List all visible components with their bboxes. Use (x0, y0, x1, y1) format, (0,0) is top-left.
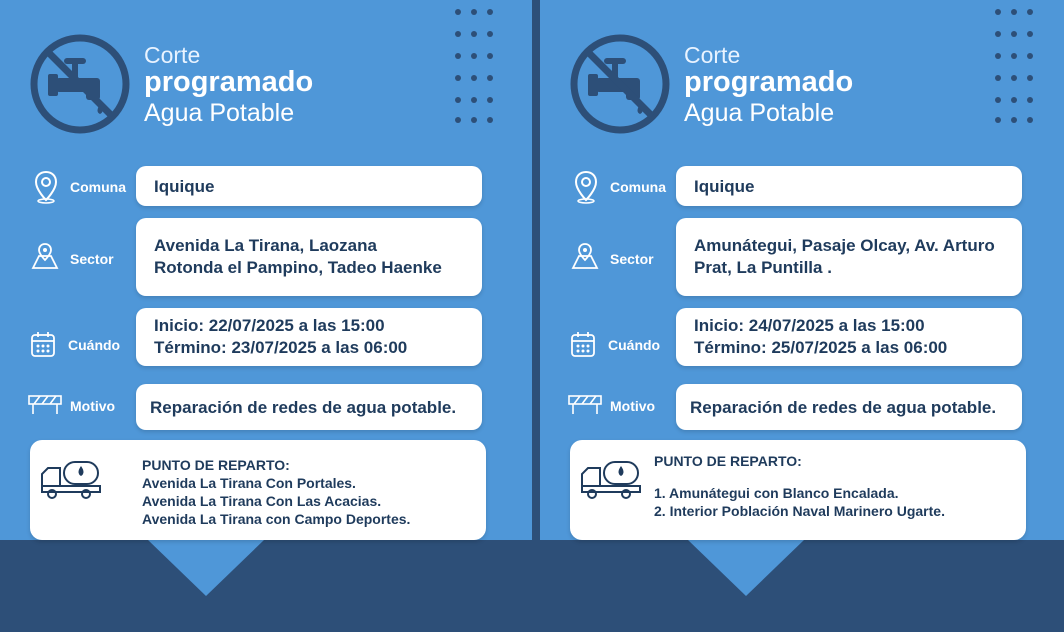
location-pin-icon (574, 170, 598, 204)
reparto-box (570, 440, 1026, 540)
reparto-heading: PUNTO DE REPARTO: (142, 457, 290, 473)
cuando-termino: Término: 25/07/2025 a las 06:00 (694, 338, 948, 357)
reparto-item: 1. Amunátegui con Blanco Encalada. (654, 485, 899, 501)
sector-line-2: Prat, La Puntilla . (694, 258, 832, 277)
sector-box (136, 218, 482, 296)
motivo-box (676, 384, 1022, 430)
cuando-box (676, 308, 1022, 366)
pointer-notch (148, 540, 264, 596)
map-icon (570, 242, 600, 272)
title-line-1: Corte (144, 42, 201, 68)
motivo-box (136, 384, 482, 430)
sector-label: Sector (70, 251, 114, 267)
motivo-label: Motivo (70, 398, 116, 414)
title-line-2: programado (684, 66, 854, 98)
cuando-inicio: Inicio: 22/07/2025 a las 15:00 (154, 316, 385, 335)
reparto-box (30, 440, 486, 540)
notice-panel-right (540, 0, 1064, 632)
bottom-band (0, 540, 532, 632)
motivo-value: Reparación de redes de agua potable. (150, 398, 457, 417)
reparto-heading: PUNTO DE REPARTO: (654, 453, 802, 469)
comuna-value: Iquique (154, 177, 215, 196)
calendar-icon (30, 330, 56, 358)
motivo-label: Motivo (610, 398, 656, 414)
pointer-notch (688, 540, 804, 596)
sector-line-1: Amunátegui, Pasaje Olcay, Av. Arturo (694, 236, 995, 255)
barrier-icon (568, 392, 602, 416)
cuando-label: Cuándo (608, 337, 661, 353)
cuando-box (136, 308, 482, 366)
comuna-label: Comuna (610, 179, 666, 195)
map-icon (30, 242, 60, 272)
cuando-termino: Término: 23/07/2025 a las 06:00 (154, 338, 408, 357)
reparto-item: Avenida La Tirana Con Portales. (142, 475, 356, 491)
cuando-inicio: Inicio: 24/07/2025 a las 15:00 (694, 316, 925, 335)
water-truck-icon (580, 458, 642, 500)
cuando-label: Cuándo (68, 337, 121, 353)
title-line-2: programado (144, 66, 314, 98)
comuna-value: Iquique (694, 177, 755, 196)
no-water-faucet-icon (28, 32, 132, 136)
title-line-3: Agua Potable (684, 99, 835, 127)
title-line-1: Corte (684, 42, 741, 68)
dot-pattern-icon (450, 4, 510, 124)
sector-line-2: Rotonda el Pampino, Tadeo Haenke (154, 258, 442, 277)
sector-label: Sector (610, 251, 654, 267)
reparto-item: Avenida La Tirana Con Las Acacias. (142, 493, 382, 509)
title-line-3: Agua Potable (144, 99, 295, 127)
sector-line-1: Avenida La Tirana, Laozana (154, 236, 377, 255)
dot-pattern-icon (990, 4, 1050, 124)
location-pin-icon (34, 170, 58, 204)
no-water-faucet-icon (568, 32, 672, 136)
page-title (144, 44, 313, 126)
page-title (684, 44, 853, 126)
water-truck-icon (40, 458, 102, 500)
sector-box (676, 218, 1022, 296)
reparto-item: 2. Interior Población Naval Marinero Ugarte. (654, 503, 945, 519)
barrier-icon (28, 392, 62, 416)
comuna-label: Comuna (70, 179, 126, 195)
comuna-box (136, 166, 482, 206)
reparto-item: Avenida La Tirana con Campo Deportes. (142, 511, 411, 527)
comuna-box (676, 166, 1022, 206)
motivo-value: Reparación de redes de agua potable. (690, 398, 997, 417)
calendar-icon (570, 330, 596, 358)
